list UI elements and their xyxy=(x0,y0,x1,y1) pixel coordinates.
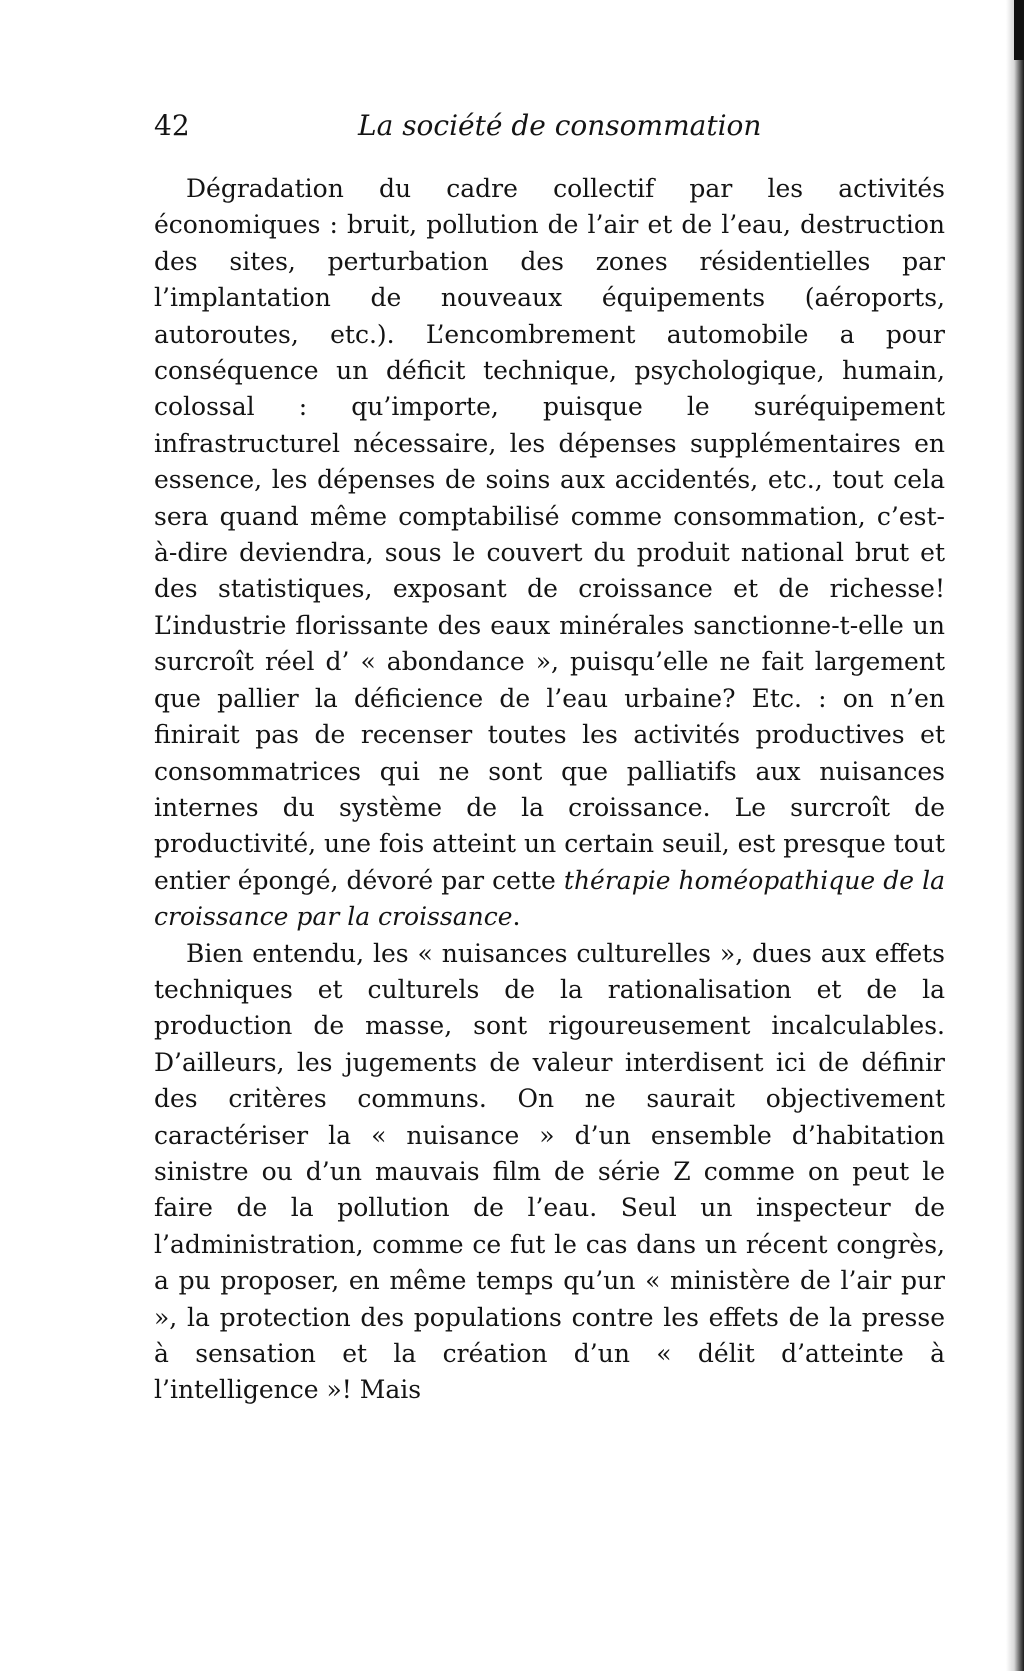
paragraph-1-text: Dégradation du cadre collectif par les activités économiques : bruit, pollution de l’air et de l’eau, destruction des sites, perturbation des zones résidentielles par l’implantation de nouveaux équipements (aéroports, autoroutes, etc.). L’encombrement automobile a pour conséquence un déficit technique, psychologique, humain, colossal : qu’importe, puisque le suréquipement infrastructurel nécessaire, les dépenses supplémentaires en essence, les dépenses de soins aux accidentés, etc., tout cela sera quand même comptabilisé comme consommation, c’est-à-dire deviendra, sous le couvert du produit national brut et des statistiques, exposant de croissance et de richesse! L’industrie florissante des eaux minérales sanctionne-t-elle un surcroît réel d’ « abondance », puisqu’elle ne fait largement que pallier la déficience de l’eau urbaine? Etc. : on n’en finirait pas de recenser toutes les activités productives et consommatrices qui ne sont que palliatifs aux nuisances internes du système de la croissance. Le surcroît de productivité, une fois atteint un certain seuil, est presque tout entier épongé, dévoré par cette xyxy=(154,174,945,895)
paragraph-1 xyxy=(154,171,945,936)
page-edge-mark xyxy=(1014,0,1024,60)
paragraph-1-end: . xyxy=(512,902,521,932)
running-title: La société de consommation xyxy=(358,109,762,142)
paragraph-1-italic: thérapie homéopathique de la croissance par la croissance xyxy=(154,865,946,932)
body-text xyxy=(154,171,945,1409)
page-edge-shadow xyxy=(1006,0,1024,1671)
page-number: 42 xyxy=(154,109,190,142)
running-header xyxy=(154,106,954,146)
paragraph-2: Bien entendu, les « nuisances culturelles », dues aux effets techniques et culturels de la rationalisation et de la production de masse, sont rigoureusement incalculables. D’ailleurs, les jugements de valeur interdisent ici de définir des critères communs. On ne saurait objectivement caractériser la « nuisance » d’un ensemble d’habitation sinistre ou d’un mauvais film de série Z comme on peut le faire de la pollution de l’eau. Seul un inspecteur de l’administration, comme ce fut le cas dans un récent congrès, a pu proposer, en même temps qu’un « ministère de l’air pur », la protection des populations contre les effets de la presse à sensation et la création d’un « délit d’atteinte à l’intelligence »! Mais xyxy=(154,938,945,1405)
